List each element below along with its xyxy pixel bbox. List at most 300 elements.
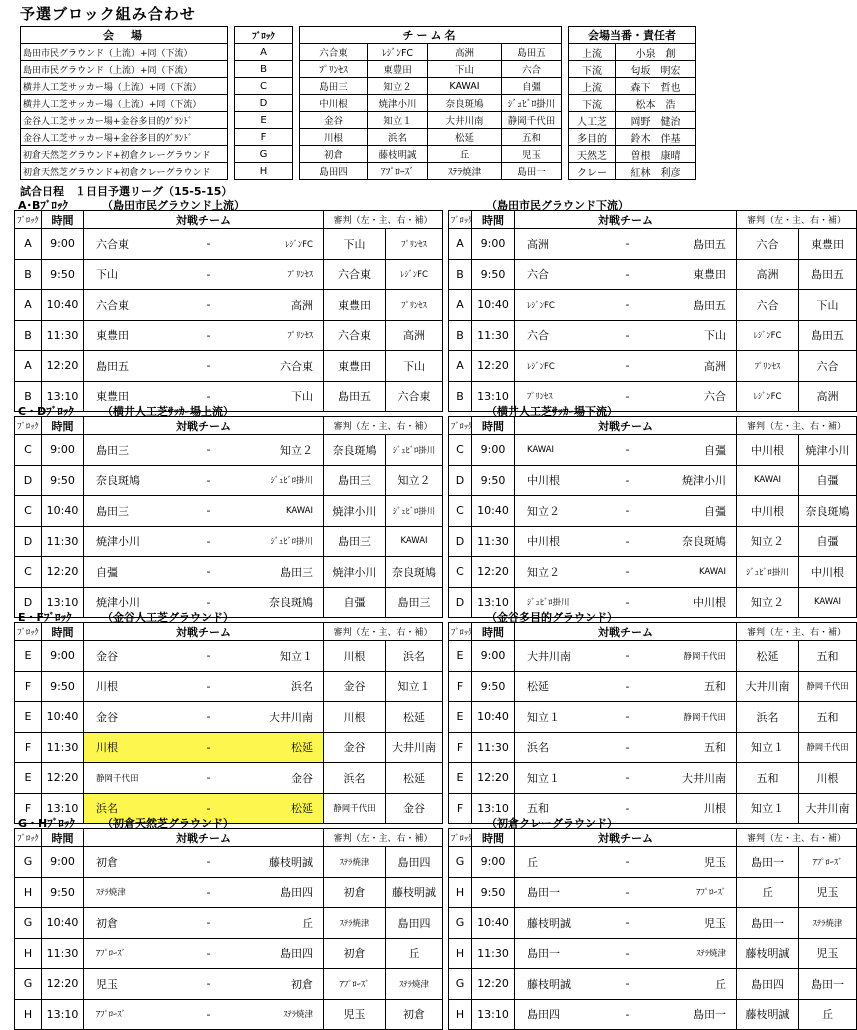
referee-assistant: ｼﾞｭﾋﾞﾛ掛川 xyxy=(386,496,443,527)
home-team: 島田一 xyxy=(515,877,603,908)
away-team: ﾚｼﾞﾝFC xyxy=(234,229,324,260)
block-letter: E xyxy=(15,702,42,733)
referee-assistant: 児玉 xyxy=(799,877,857,908)
block-col-header: ﾌﾞﾛｯｸ xyxy=(15,417,42,435)
block-letter: G xyxy=(15,969,42,1000)
team-cell: 大井川南 xyxy=(428,112,502,129)
vs-dash: - xyxy=(184,381,234,412)
home-team: 浜名 xyxy=(515,732,603,763)
time-col-header: 時間 xyxy=(472,417,515,435)
duty-cell: 下流 xyxy=(569,95,616,112)
match-time: 9:00 xyxy=(42,847,84,878)
referee-assistant: 六合東 xyxy=(386,381,443,412)
home-team: 知立２ xyxy=(515,557,603,588)
match-time: 9:00 xyxy=(472,641,515,672)
block-letter: B xyxy=(449,381,472,412)
referee-main: 知立１ xyxy=(737,732,799,763)
away-team: 奈良斑鳩 xyxy=(653,526,737,557)
block-cell: A xyxy=(235,44,293,61)
block-row xyxy=(21,129,696,146)
home-team: 松延 xyxy=(515,671,603,702)
home-team: 川根 xyxy=(84,671,184,702)
vs-dash: - xyxy=(184,999,234,1030)
home-team: 島田四 xyxy=(515,999,603,1030)
vs-dash: - xyxy=(184,587,234,618)
match-time: 9:50 xyxy=(472,877,515,908)
referee-main: 大井川南 xyxy=(737,671,799,702)
schedule-section xyxy=(14,816,847,1030)
match-time: 9:00 xyxy=(42,641,84,672)
block-letter: D xyxy=(15,465,42,496)
right-venue: （横井人工芝ｻｯｶｰ場下流） xyxy=(486,405,618,418)
home-team: 焼津小川 xyxy=(84,526,184,557)
vs-dash: - xyxy=(603,938,653,969)
match-row xyxy=(15,229,857,260)
away-team: ｽﾃﾗ焼津 xyxy=(234,999,324,1030)
vs-dash: - xyxy=(184,320,234,351)
away-team: 島田三 xyxy=(234,557,324,588)
time-col-header: 時間 xyxy=(472,623,515,641)
home-team: 六合東 xyxy=(84,229,184,260)
right-venue: （金谷多目的グラウンド） xyxy=(486,611,618,624)
schedule-heading: 試合日程 １日目予選リーグ（15-5-15） xyxy=(20,185,233,198)
match-time: 11:30 xyxy=(42,526,84,557)
referee-main: ﾌﾟﾘﾝｾｽ xyxy=(737,351,799,382)
referee-assistant: 島田五 xyxy=(799,259,857,290)
away-team: ｽﾃﾗ焼津 xyxy=(653,938,737,969)
match-time: 10:40 xyxy=(472,496,515,527)
match-row xyxy=(15,908,857,939)
home-team: ｼﾞｭﾋﾞﾛ掛川 xyxy=(515,587,603,618)
match-time: 11:30 xyxy=(42,732,84,763)
block-letter: G xyxy=(15,847,42,878)
referee-assistant: 中川根 xyxy=(799,557,857,588)
person-cell: 曽根 康晴 xyxy=(616,146,696,163)
away-team: 焼津小川 xyxy=(653,465,737,496)
match-col-header: 対戦チーム xyxy=(515,623,737,641)
home-team: 藤枝明誠 xyxy=(515,908,603,939)
home-team: ﾚｼﾞﾝFC xyxy=(515,290,603,321)
team-cell: KAWAI xyxy=(428,78,502,95)
match-col-header: 対戦チーム xyxy=(515,211,737,229)
match-time: 11:30 xyxy=(472,732,515,763)
vs-dash: - xyxy=(184,847,234,878)
block-cell: D xyxy=(235,95,293,112)
block-letter: E xyxy=(15,641,42,672)
referee-assistant: 藤枝明誠 xyxy=(386,877,443,908)
match-time: 13:10 xyxy=(472,999,515,1030)
time-col-header: 時間 xyxy=(472,211,515,229)
match-col-header: 対戦チーム xyxy=(84,417,324,435)
section-header xyxy=(14,610,794,622)
referee-main: 知立２ xyxy=(737,587,799,618)
referee-col-header: 審判（左・主、右・補） xyxy=(737,211,857,229)
vs-dash: - xyxy=(184,763,234,794)
duty-cell: 多目的 xyxy=(569,129,616,146)
team-cell: ｼﾞｭﾋﾞﾛ掛川 xyxy=(502,95,562,112)
referee-assistant: 自彊 xyxy=(799,526,857,557)
schedule-section xyxy=(14,198,847,412)
match-time: 10:40 xyxy=(42,908,84,939)
match-row xyxy=(15,969,857,1000)
vs-dash: - xyxy=(603,793,653,824)
referee-main: ｼﾞｭﾋﾞﾛ掛川 xyxy=(737,557,799,588)
match-row xyxy=(15,732,857,763)
home-team: 知立１ xyxy=(515,702,603,733)
away-team: 島田四 xyxy=(234,877,324,908)
home-team: 中川根 xyxy=(515,526,603,557)
block-header: ﾌﾞﾛｯｸ xyxy=(235,27,293,44)
match-table xyxy=(14,828,857,1030)
vs-dash: - xyxy=(603,381,653,412)
home-team: 高洲 xyxy=(515,229,603,260)
vs-dash: - xyxy=(184,671,234,702)
venue-cell: 初倉天然芝グラウンド+初倉クレーグラウンド xyxy=(21,146,228,163)
away-team: ｼﾞｭﾋﾞﾛ掛川 xyxy=(234,465,324,496)
referee-assistant: 奈良斑鳩 xyxy=(386,557,443,588)
duty-cell: 人工芝 xyxy=(569,112,616,129)
away-team: ﾌﾟﾘﾝｾｽ xyxy=(234,320,324,351)
referee-assistant: 島田五 xyxy=(799,320,857,351)
block-letter: G xyxy=(449,847,472,878)
match-time: 12:20 xyxy=(42,351,84,382)
person-cell: 松本 浩 xyxy=(616,95,696,112)
block-letter: F xyxy=(15,732,42,763)
away-team: 児玉 xyxy=(653,908,737,939)
team-cell: ｱﾌﾟﾛｰｽﾞ xyxy=(368,163,428,180)
section-label: E・Fﾌﾞﾛｯｸ xyxy=(18,611,72,624)
referee-assistant: 奈良斑鳩 xyxy=(799,496,857,527)
referee-main: 金谷 xyxy=(324,732,386,763)
referee-col-header: 審判（左・主、右・補） xyxy=(737,623,857,641)
team-cell: 藤枝明誠 xyxy=(368,146,428,163)
vs-dash: - xyxy=(603,969,653,1000)
left-venue: （横井人工芝ｻｯｶｰ場上流） xyxy=(102,405,234,418)
referee-main: 丘 xyxy=(737,877,799,908)
home-team: 川根 xyxy=(84,732,184,763)
block-letter: E xyxy=(449,763,472,794)
match-time: 13:10 xyxy=(42,587,84,618)
table-header-row xyxy=(15,211,857,229)
match-row xyxy=(15,526,857,557)
block-letter: E xyxy=(449,702,472,733)
block-letter: D xyxy=(15,587,42,618)
right-venue: （初倉クレーグラウンド） xyxy=(486,817,618,830)
table-header-row xyxy=(15,829,857,847)
referee-assistant: 知立２ xyxy=(386,465,443,496)
referee-main: 中川根 xyxy=(737,496,799,527)
block-cell: B xyxy=(235,61,293,78)
referee-assistant: 松延 xyxy=(386,702,443,733)
match-time: 13:10 xyxy=(42,793,84,824)
away-team: 東豊田 xyxy=(653,259,737,290)
match-time: 9:00 xyxy=(472,435,515,466)
referee-assistant: 高洲 xyxy=(386,320,443,351)
referee-assistant: 東豊田 xyxy=(799,229,857,260)
match-time: 9:50 xyxy=(42,877,84,908)
match-row xyxy=(15,320,857,351)
referee-assistant: 金谷 xyxy=(386,793,443,824)
block-letter: C xyxy=(449,435,472,466)
team-cell: 島田五 xyxy=(502,44,562,61)
match-time: 9:50 xyxy=(472,671,515,702)
home-team: 島田三 xyxy=(84,496,184,527)
home-team: 島田一 xyxy=(515,938,603,969)
vs-dash: - xyxy=(184,641,234,672)
home-team: 五和 xyxy=(515,793,603,824)
away-team: 知立２ xyxy=(234,435,324,466)
match-row xyxy=(15,259,857,290)
referee-assistant: 静岡千代田 xyxy=(799,732,857,763)
match-time: 11:30 xyxy=(472,320,515,351)
referee-main: 島田一 xyxy=(737,908,799,939)
vs-dash: - xyxy=(603,465,653,496)
referee-main: ﾚｼﾞﾝFC xyxy=(737,320,799,351)
referee-col-header: 審判（左・主、右・補） xyxy=(324,623,443,641)
away-team: 自彊 xyxy=(653,435,737,466)
match-time: 13:10 xyxy=(472,587,515,618)
block-row xyxy=(21,146,696,163)
home-team: 初倉 xyxy=(84,847,184,878)
vs-dash: - xyxy=(184,877,234,908)
block-letter: E xyxy=(15,763,42,794)
team-cell: 自彊 xyxy=(502,78,562,95)
block-cell: G xyxy=(235,146,293,163)
match-time: 12:20 xyxy=(472,763,515,794)
away-team: 奈良斑鳩 xyxy=(234,587,324,618)
venue-cell: 横井人工芝サッカー場（上流）+同（下流） xyxy=(21,78,228,95)
duty-cell: 下流 xyxy=(569,61,616,78)
referee-main: 東豊田 xyxy=(324,351,386,382)
vs-dash: - xyxy=(603,229,653,260)
block-cell: E xyxy=(235,112,293,129)
referee-main: 島田三 xyxy=(324,465,386,496)
referee-assistant: 島田三 xyxy=(386,587,443,618)
vs-dash: - xyxy=(603,557,653,588)
block-letter: D xyxy=(449,465,472,496)
match-row xyxy=(15,641,857,672)
vs-dash: - xyxy=(603,847,653,878)
vs-dash: - xyxy=(603,702,653,733)
referee-main: 松延 xyxy=(737,641,799,672)
person-cell: 紅林 利彦 xyxy=(616,163,696,180)
match-time: 13:10 xyxy=(42,999,84,1030)
team-cell: 知立１ xyxy=(368,112,428,129)
team-cell: ﾌﾟﾘﾝｾｽ xyxy=(300,61,368,78)
home-team: 六合 xyxy=(515,259,603,290)
vs-dash: - xyxy=(184,702,234,733)
match-row xyxy=(15,671,857,702)
block-letter: B xyxy=(449,259,472,290)
match-row xyxy=(15,999,857,1030)
referee-assistant: KAWAI xyxy=(799,587,857,618)
away-team: 五和 xyxy=(653,671,737,702)
block-col-header: ﾌﾞﾛｯｸ xyxy=(449,211,472,229)
vs-dash: - xyxy=(603,732,653,763)
vs-dash: - xyxy=(184,557,234,588)
referee-main: ｽﾃﾗ焼津 xyxy=(324,847,386,878)
referee-assistant: 初倉 xyxy=(386,999,443,1030)
referee-assistant: 児玉 xyxy=(799,938,857,969)
block-col-header: ﾌﾞﾛｯｸ xyxy=(15,829,42,847)
venue-cell: 初倉天然芝グラウンド+初倉クレーグラウンド xyxy=(21,163,228,180)
match-time: 11:30 xyxy=(42,938,84,969)
home-team: 焼津小川 xyxy=(84,587,184,618)
venue-cell: 金谷人工芝サッカー場+金谷多目的ｸﾞﾗﾝﾄﾞ xyxy=(21,112,228,129)
referee-assistant: ﾌﾟﾘﾝｾｽ xyxy=(386,290,443,321)
block-letter: D xyxy=(449,587,472,618)
vs-dash: - xyxy=(603,290,653,321)
referee-main: 中川根 xyxy=(737,435,799,466)
block-letter: B xyxy=(15,381,42,412)
match-time: 9:00 xyxy=(472,847,515,878)
block-letter: G xyxy=(449,908,472,939)
home-team: 静岡千代田 xyxy=(84,763,184,794)
person-cell: 森下 哲也 xyxy=(616,78,696,95)
team-cell: 下山 xyxy=(428,61,502,78)
block-row xyxy=(21,95,696,112)
block-letter: F xyxy=(449,671,472,702)
vs-dash: - xyxy=(184,351,234,382)
away-team: 松延 xyxy=(234,732,324,763)
referee-assistant: 島田四 xyxy=(386,908,443,939)
team-cell: 焼津小川 xyxy=(368,95,428,112)
block-letter: C xyxy=(15,557,42,588)
block-letter: D xyxy=(449,526,472,557)
referee-assistant: ｽﾃﾗ焼津 xyxy=(799,908,857,939)
block-cell: H xyxy=(235,163,293,180)
block-row xyxy=(21,44,696,61)
home-team: 下山 xyxy=(84,259,184,290)
vs-dash: - xyxy=(184,732,234,763)
referee-main: KAWAI xyxy=(737,465,799,496)
referee-main: 奈良斑鳩 xyxy=(324,435,386,466)
away-team: 丘 xyxy=(234,908,324,939)
match-row xyxy=(15,290,857,321)
block-letter: G xyxy=(15,908,42,939)
match-time: 9:50 xyxy=(472,259,515,290)
block-letter: A xyxy=(15,290,42,321)
away-team: 知立１ xyxy=(234,641,324,672)
match-time: 11:30 xyxy=(42,320,84,351)
match-time: 10:40 xyxy=(472,908,515,939)
referee-main: ｽﾃﾗ焼津 xyxy=(324,908,386,939)
block-letter: H xyxy=(15,938,42,969)
team-cell: 六合 xyxy=(502,61,562,78)
team-cell: 児玉 xyxy=(502,146,562,163)
block-letter: H xyxy=(449,999,472,1030)
vs-dash: - xyxy=(603,526,653,557)
home-team: 藤枝明誠 xyxy=(515,969,603,1000)
away-team: ｼﾞｭﾋﾞﾛ掛川 xyxy=(234,526,324,557)
vs-dash: - xyxy=(603,435,653,466)
referee-main: 藤枝明誠 xyxy=(737,999,799,1030)
team-header: チーム名 xyxy=(300,27,562,44)
team-cell: 島田三 xyxy=(300,78,368,95)
home-team: 児玉 xyxy=(84,969,184,1000)
block-row xyxy=(21,163,696,180)
home-team: 金谷 xyxy=(84,641,184,672)
away-team: KAWAI xyxy=(653,557,737,588)
duty-cell: クレー xyxy=(569,163,616,180)
referee-main: 静岡千代田 xyxy=(324,793,386,824)
team-cell: 高洲 xyxy=(428,44,502,61)
referee-assistant: ｼﾞｭﾋﾞﾛ掛川 xyxy=(386,435,443,466)
section-label: C・Dﾌﾞﾛｯｸ xyxy=(18,405,74,418)
team-cell: 六合東 xyxy=(300,44,368,61)
referee-col-header: 審判（左・主、右・補） xyxy=(324,417,443,435)
home-team: 金谷 xyxy=(84,702,184,733)
away-team: 静岡千代田 xyxy=(653,641,737,672)
match-row xyxy=(15,351,857,382)
schedule-section xyxy=(14,404,850,618)
away-team: 中川根 xyxy=(653,587,737,618)
referee-assistant: 松延 xyxy=(386,763,443,794)
vs-dash: - xyxy=(184,290,234,321)
away-team: 六合 xyxy=(653,381,737,412)
match-time: 9:00 xyxy=(42,229,84,260)
away-team: 初倉 xyxy=(234,969,324,1000)
vs-dash: - xyxy=(184,259,234,290)
match-row xyxy=(15,496,857,527)
match-row xyxy=(15,847,857,878)
block-letter: F xyxy=(449,732,472,763)
match-time: 9:50 xyxy=(42,259,84,290)
referee-assistant: 川根 xyxy=(799,763,857,794)
team-cell: 五和 xyxy=(502,129,562,146)
home-team: ｱﾌﾟﾛｰｽﾞ xyxy=(84,999,184,1030)
right-venue: （島田市民グラウンド下流） xyxy=(486,199,629,212)
block-cell: C xyxy=(235,78,293,95)
referee-assistant: 丘 xyxy=(386,938,443,969)
referee-main: 知立２ xyxy=(737,526,799,557)
vs-dash: - xyxy=(603,908,653,939)
vs-dash: - xyxy=(184,465,234,496)
match-time: 9:50 xyxy=(42,465,84,496)
block-col-header: ﾌﾞﾛｯｸ xyxy=(449,623,472,641)
match-row xyxy=(15,877,857,908)
person-cell: 鈴木 伴基 xyxy=(616,129,696,146)
venue-cell: 島田市民グラウンド（上流）+同（下流） xyxy=(21,44,228,61)
referee-assistant: ﾚｼﾞﾝFC xyxy=(386,259,443,290)
block-col-header: ﾌﾞﾛｯｸ xyxy=(15,623,42,641)
home-team: 島田五 xyxy=(84,351,184,382)
team-cell: 川根 xyxy=(300,129,368,146)
venue-cell: 島田市民グラウンド（上流）+同（下流） xyxy=(21,61,228,78)
duty-cell: 上流 xyxy=(569,78,616,95)
referee-assistant: 五和 xyxy=(799,641,857,672)
referee-main: 島田一 xyxy=(737,847,799,878)
home-team: 浜名 xyxy=(84,793,184,824)
away-team: 静岡千代田 xyxy=(653,702,737,733)
page-title: 予選ブロック組み合わせ xyxy=(20,5,196,23)
vs-dash: - xyxy=(184,908,234,939)
match-row xyxy=(15,938,857,969)
referee-assistant: 下山 xyxy=(386,351,443,382)
table-header-row xyxy=(15,417,857,435)
match-time: 12:20 xyxy=(42,557,84,588)
home-team: 大井川南 xyxy=(515,641,603,672)
referee-main: 高洲 xyxy=(737,259,799,290)
match-table xyxy=(14,210,857,412)
block-letter: F xyxy=(15,793,42,824)
match-time: 10:40 xyxy=(472,290,515,321)
section-label: A･Bﾌﾞﾛｯｸ xyxy=(18,199,68,212)
away-team: 大井川南 xyxy=(653,763,737,794)
referee-col-header: 審判（左・主、右・補） xyxy=(737,829,857,847)
referee-main: 焼津小川 xyxy=(324,496,386,527)
vs-dash: - xyxy=(184,793,234,824)
